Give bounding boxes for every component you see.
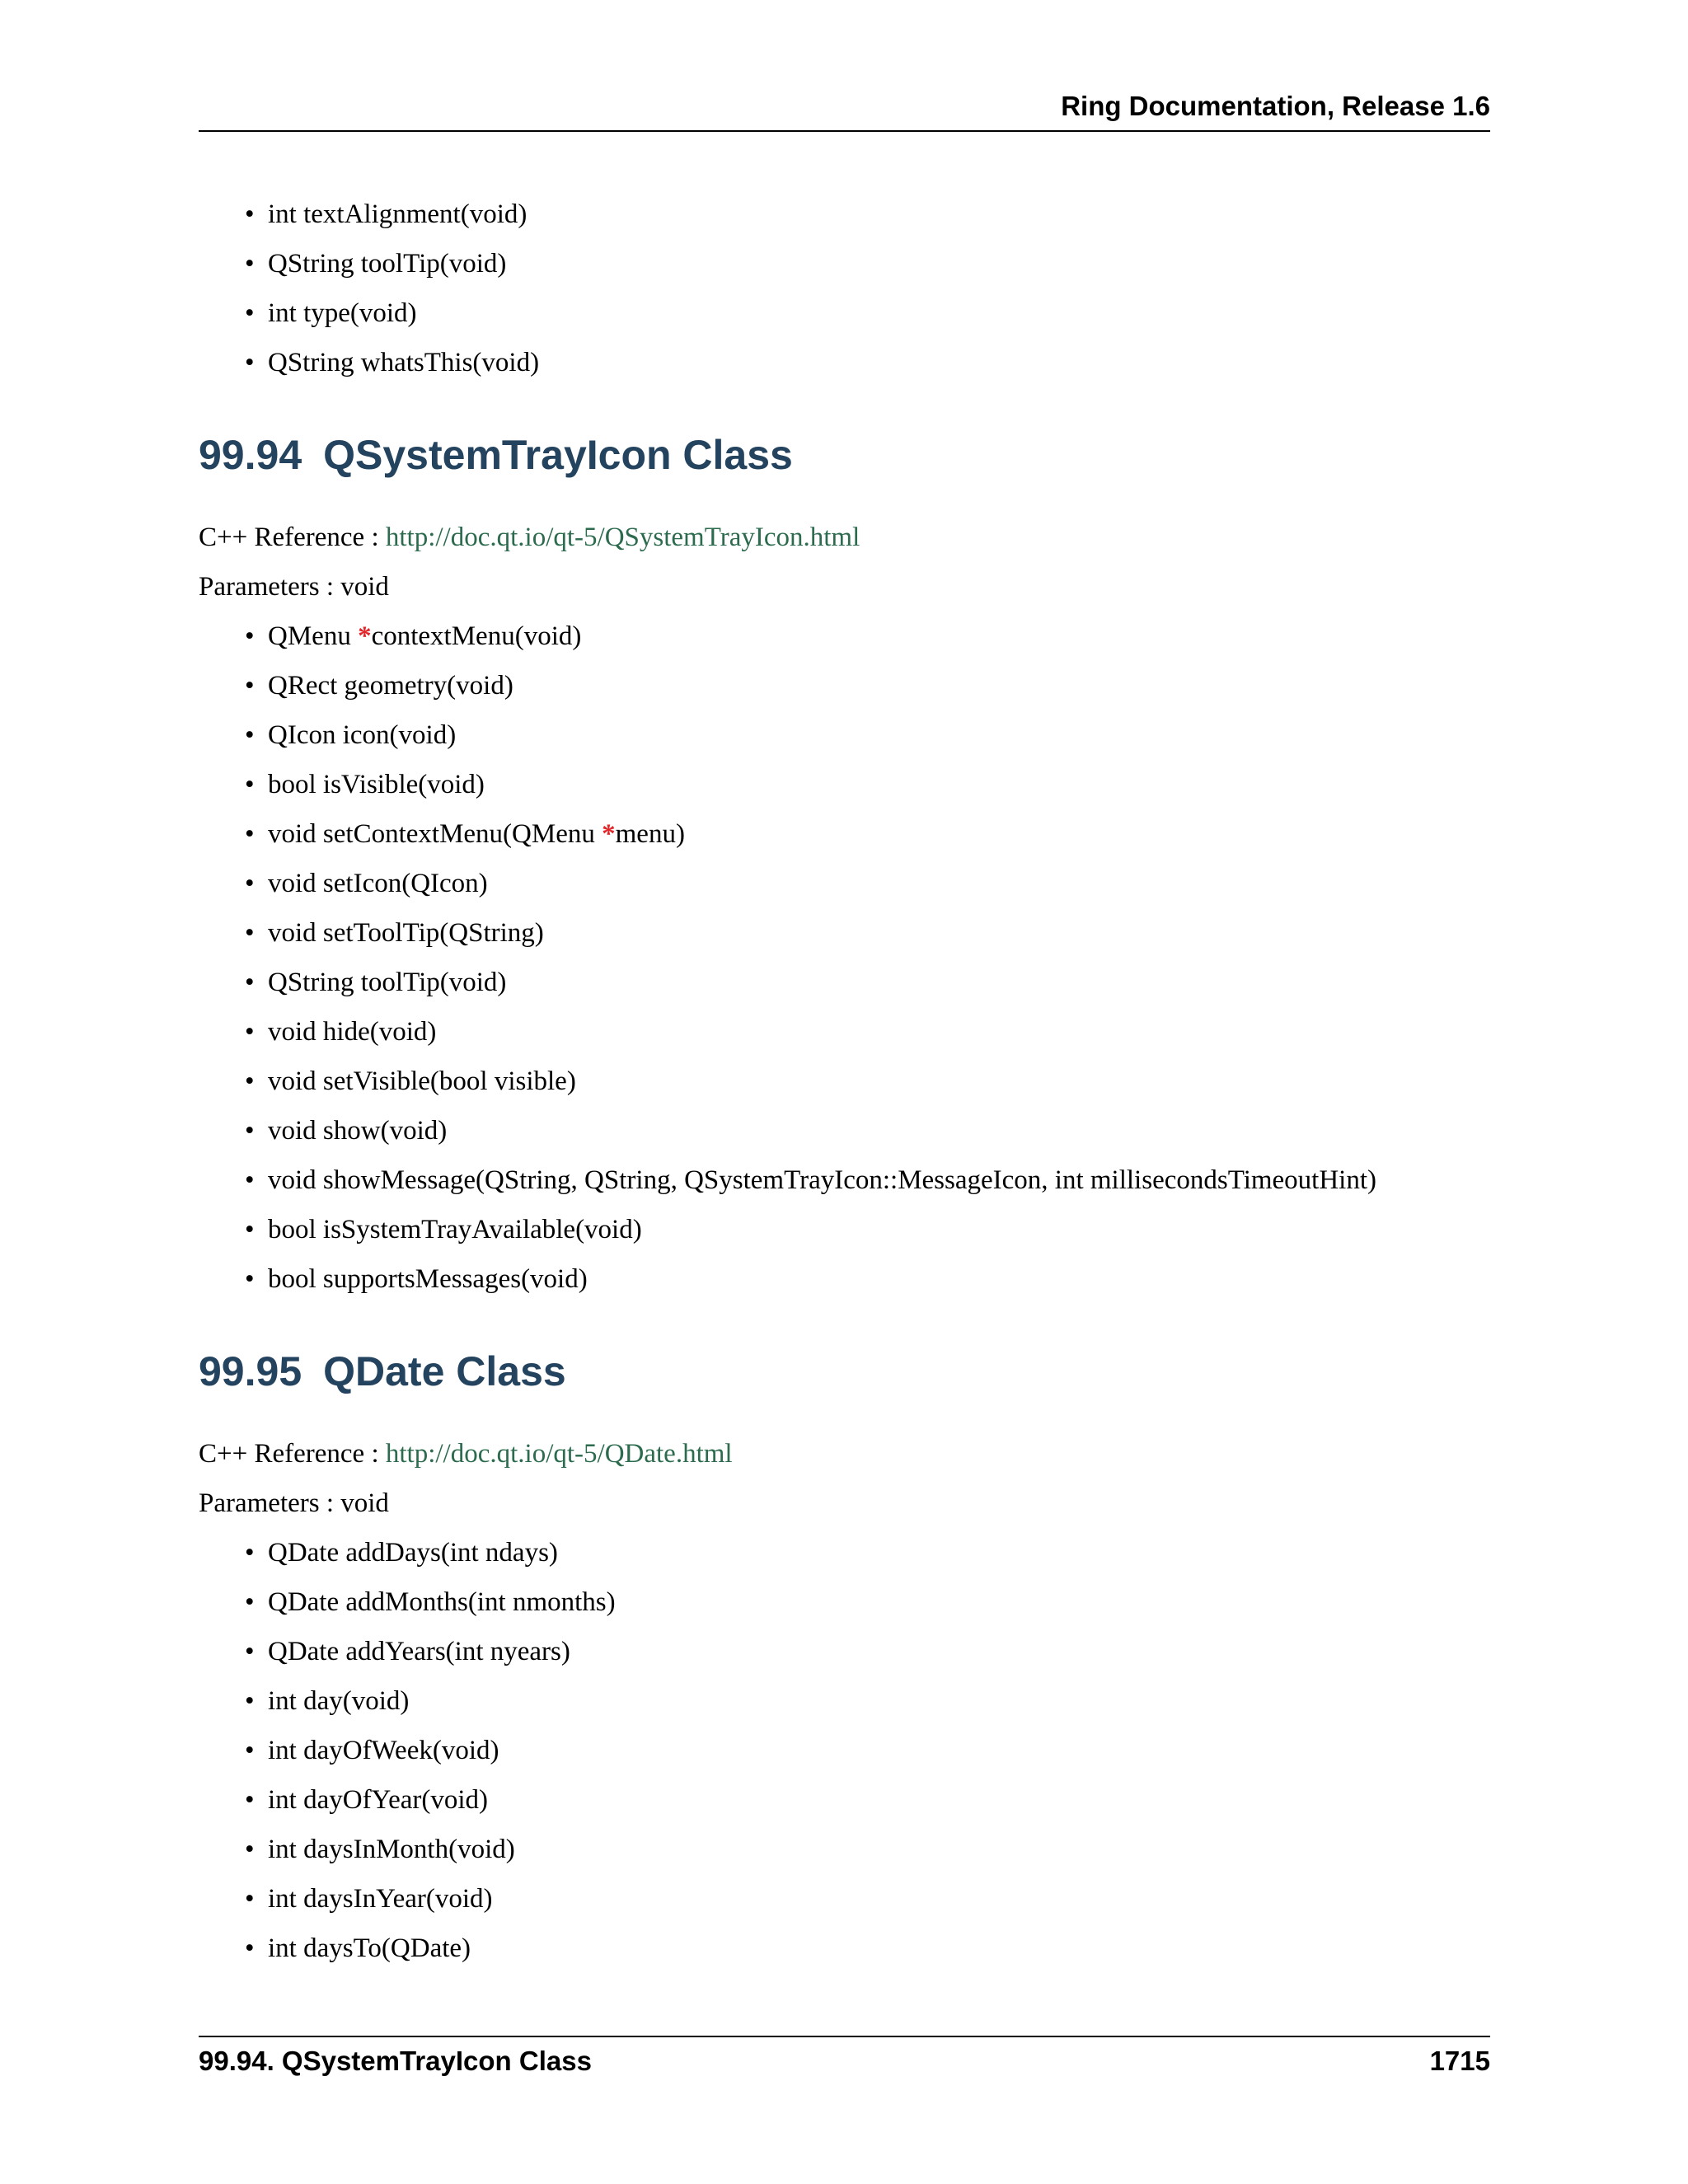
list-item: • int daysInMonth(void) — [268, 1825, 1490, 1874]
list-item: • int dayOfWeek(void) — [268, 1726, 1490, 1775]
list-item: • bool isVisible(void) — [268, 760, 1490, 809]
section-qdate — [199, 1347, 1490, 1973]
list-item: • QIcon icon(void) — [268, 710, 1490, 760]
page-number: 1715 — [1429, 2046, 1490, 2076]
list-item: • void showMessage(QString, QString, QSystemTrayIcon::MessageIcon, int millisecondsTimeoutHint) — [268, 1155, 1490, 1205]
list-item: • bool isSystemTrayAvailable(void) — [268, 1205, 1490, 1254]
reference-label: C++ Reference : — [199, 1439, 386, 1469]
footer-section-title: 99.94. QSystemTrayIcon Class — [199, 2046, 592, 2076]
page-header — [199, 91, 1490, 132]
parameters-text: Parameters : void — [199, 572, 389, 602]
list-item: • void setIcon(QIcon) — [268, 859, 1490, 908]
reference-link[interactable]: http://doc.qt.io/qt-5/QDate.html — [385, 1439, 733, 1469]
list-item: • int daysInYear(void) — [268, 1874, 1490, 1924]
section-title-text: QSystemTrayIcon Class — [323, 432, 793, 478]
list-item: • void hide(void) — [268, 1007, 1490, 1057]
list-item: • int day(void) — [268, 1676, 1490, 1726]
reference-label: C++ Reference : — [199, 523, 386, 552]
list-item: • int dayOfYear(void) — [268, 1775, 1490, 1825]
list-item: • int type(void) — [268, 288, 1490, 338]
section-heading — [199, 1347, 1490, 1396]
cpp-reference — [199, 1429, 1490, 1479]
list-item: • QRect geometry(void) — [268, 661, 1490, 710]
section-number: 99.95 — [199, 1348, 302, 1394]
list-item: • int daysTo(QDate) — [268, 1924, 1490, 1973]
list-item: • void show(void) — [268, 1106, 1490, 1155]
top-method-list — [199, 190, 1490, 387]
cpp-reference — [199, 513, 1490, 562]
list-item: • QString whatsThis(void) — [268, 338, 1490, 387]
list-item: • QString toolTip(void) — [268, 958, 1490, 1007]
page-footer — [199, 2036, 1490, 2087]
page-content — [199, 190, 1490, 1973]
section-qsystemtrayicon — [199, 430, 1490, 1304]
list-item: • int textAlignment(void) — [268, 190, 1490, 239]
parameters-text: Parameters : void — [199, 1488, 389, 1518]
pointer-star: * — [602, 819, 616, 849]
reference-link[interactable]: http://doc.qt.io/qt-5/QSystemTrayIcon.html — [385, 523, 860, 552]
list-item: • QDate addMonths(int nmonths) — [268, 1577, 1490, 1627]
list-item: • void setContextMenu(QMenu *menu) — [268, 809, 1490, 859]
list-item: • bool supportsMessages(void) — [268, 1254, 1490, 1304]
list-item: • QString toolTip(void) — [268, 239, 1490, 288]
method-list — [199, 612, 1490, 1304]
section-heading — [199, 430, 1490, 480]
section-number: 99.94 — [199, 432, 302, 478]
list-item: • void setVisible(bool visible) — [268, 1057, 1490, 1106]
list-item: • QMenu *contextMenu(void) — [268, 612, 1490, 661]
method-list — [199, 1528, 1490, 1973]
list-item: • void setToolTip(QString) — [268, 908, 1490, 958]
section-title-text: QDate Class — [323, 1348, 566, 1394]
list-item: • QDate addDays(int ndays) — [268, 1528, 1490, 1577]
list-item: • QDate addYears(int nyears) — [268, 1627, 1490, 1676]
header-title: Ring Documentation, Release 1.6 — [1061, 91, 1490, 121]
pointer-star: * — [358, 621, 372, 651]
